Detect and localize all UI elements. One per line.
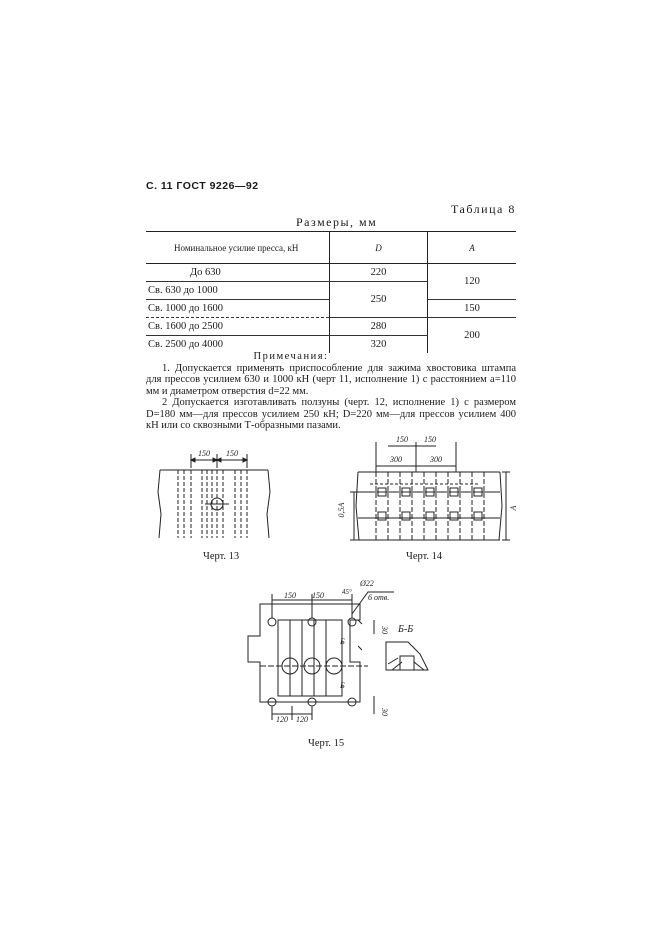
fig14-dim-1: 150 [396, 435, 408, 444]
row-d: 320 [330, 336, 428, 354]
figure-14-caption: Черт. 14 [406, 551, 443, 562]
figure-13-drawing [155, 442, 273, 544]
fig15-dim-5: 30 [380, 626, 389, 634]
note-1: 1. Допускается применять приспособление для зажима хвостовика штампа для прессов усилием 630 и 1000 кН (черт 11, исполнение 1) с расстоянием a=110 мм и диаметром отверстия d=22 мм. [146, 362, 516, 397]
figure-15-caption: Черт. 15 [308, 738, 345, 749]
fig15-dim-1: 150 [284, 591, 296, 600]
row-d: 250 [330, 282, 428, 318]
table-row [146, 318, 516, 336]
table-row [146, 264, 516, 282]
fig15-dim-4: 6 отв. [368, 593, 390, 602]
fig13-dim-2: 150 [226, 449, 238, 458]
row-a: 200 [428, 318, 517, 354]
figure-14-drawing [330, 428, 520, 550]
row-a: 120 [428, 264, 517, 300]
fig14-dim-3: 300 [390, 455, 402, 464]
header-force: Номинальное усилие пресса, кН [146, 232, 330, 264]
fig15-section-label: Б-Б [398, 624, 414, 635]
table-header-row [146, 232, 516, 264]
row-a: 150 [428, 300, 517, 318]
fig15-dim-2: 150 [312, 591, 324, 600]
header-d: D [330, 232, 428, 264]
header-a: A [428, 232, 517, 264]
fig14-dim-2: 150 [424, 435, 436, 444]
fig14-dim-6: A [509, 505, 518, 511]
figure-13-caption: Черт. 13 [203, 551, 240, 562]
dimensions-table [146, 231, 516, 353]
fig15-dim-7: 120 [276, 715, 288, 724]
row-force: Св. 630 до 1000 [146, 282, 330, 300]
row-d: 220 [330, 264, 428, 282]
note-2: 2 Допускается изготавливать ползуны (черт. 12, исполнение 1) с размером D=180 мм—для прессов усилием 250 кН; D=220 мм—для прессов усилием 400 кН или со сквозными Т-образными пазами. [146, 397, 516, 431]
fig15-dim-6: 30 [380, 708, 389, 716]
fig15-section-mark-2: Б [340, 681, 345, 690]
page-header: С. 11 ГОСТ 9226—92 [146, 180, 259, 192]
row-d: 280 [330, 318, 428, 336]
fig14-dim-4: 300 [430, 455, 442, 464]
figure-15-drawing [238, 574, 438, 730]
fig14-dim-5: 0,5A [337, 502, 346, 518]
fig15-angle: 45° [342, 588, 352, 596]
row-force: Св. 1600 до 2500 [146, 318, 330, 336]
notes-block [146, 351, 516, 432]
notes-title: Примечания: [253, 351, 329, 362]
table-caption: Таблица 8 [451, 202, 516, 216]
row-force: Св. 2500 до 4000 [148, 339, 224, 350]
fig15-dim-8: 120 [296, 715, 308, 724]
fig15-section-mark-1: Б [340, 637, 345, 646]
fig15-dim-3: Ø22 [360, 579, 374, 588]
row-force: До 630 [190, 267, 221, 278]
fig13-dim-1: 150 [198, 449, 210, 458]
row-force: Св. 1000 до 1600 [146, 300, 330, 318]
table-subtitle: Размеры, мм [296, 215, 378, 229]
